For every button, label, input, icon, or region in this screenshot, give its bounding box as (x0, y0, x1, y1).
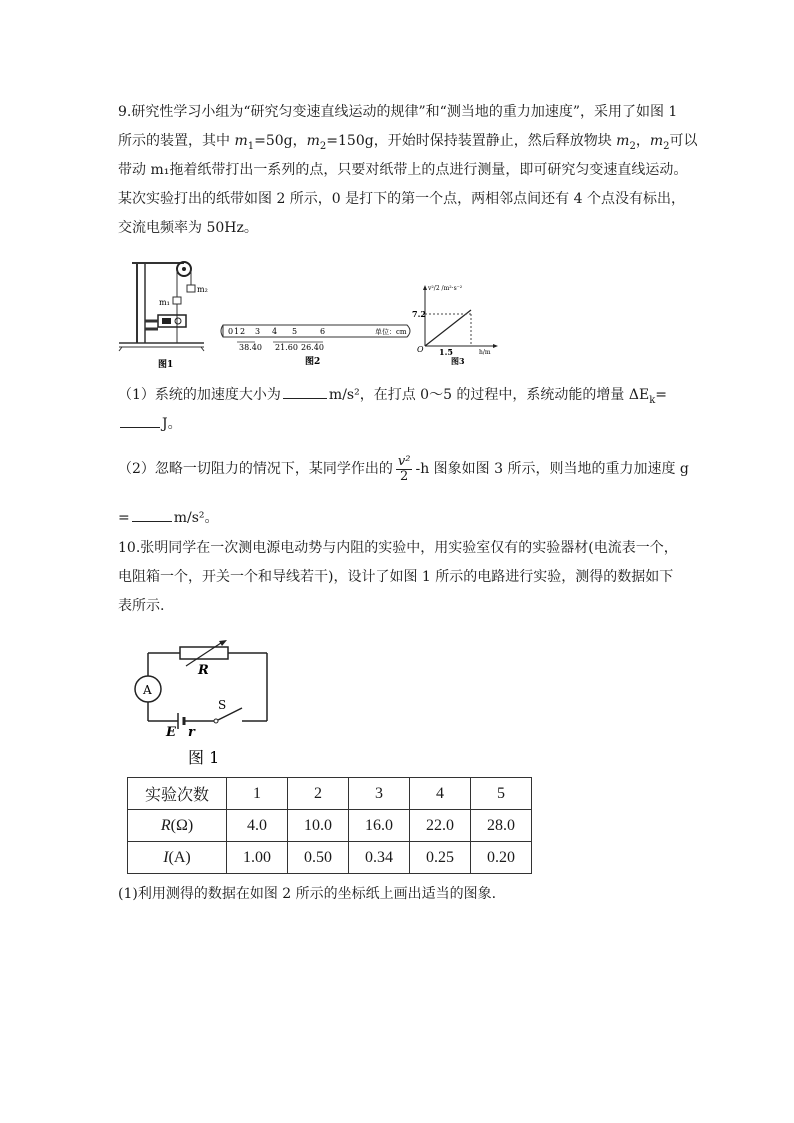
figure-3-ylabel: v²/2 /m²·s⁻² (428, 285, 463, 292)
table-cell: 0.20 (471, 842, 532, 874)
fraction-numerator: v² (397, 453, 411, 469)
figure-1-apparatus (114, 255, 214, 370)
q9-line-5: 交流电频率为 50Hz。 (118, 220, 258, 236)
q10-part-1: (1)利用测得的数据在如图 2 所示的坐标纸上画出适当的图象. (118, 886, 497, 902)
table-cell: 1.00 (227, 842, 288, 874)
table-cell: 28.0 (471, 810, 532, 842)
table-cell: 1 (227, 778, 288, 810)
table-row-label-R: R(Ω) (128, 810, 227, 842)
q9-part-1 (118, 384, 667, 411)
q9-line-2-a: 所示的装置，其中 (118, 133, 235, 149)
answer-blank-gravity[interactable] (132, 507, 172, 522)
table-row (128, 810, 532, 842)
tape-tick-3: 3 (255, 327, 261, 336)
table-cell: 22.0 (410, 810, 471, 842)
q10-line-1: 10.张明同学在一次测电源电动势与内阻的实验中，用实验室仅有的实验器材(电流表一个， (118, 540, 678, 556)
table-cell: 10.0 (288, 810, 349, 842)
figure-2-caption: 图2 (305, 357, 321, 367)
table-cell: 2 (288, 778, 349, 810)
sub-2: 2 (663, 140, 670, 152)
table-header-label: 实验次数 (128, 778, 227, 810)
fraction-denominator: 2 (400, 468, 409, 484)
table-cell: 0.25 (410, 842, 471, 874)
figure-2-tape (217, 320, 417, 368)
tape-tick-2: 2 (240, 327, 246, 336)
q9-part-2-d: m/s²。 (173, 510, 219, 526)
figure-3-x-value: 1.5 (439, 347, 453, 357)
table-cell: 5 (471, 778, 532, 810)
answer-blank-acceleration[interactable] (283, 384, 327, 399)
answer-blank-kinetic-energy[interactable] (120, 413, 160, 428)
q9-line-2-c: =150g，开始时保持装置静止，然后释放物块 (326, 133, 617, 149)
label-m2: m₂ (197, 285, 208, 294)
q9-part-1-b: m/s²，在打点 0～5 的过程中，系统动能的增量 ΔE (328, 387, 650, 403)
sub-1: 1 (247, 140, 255, 152)
figure-1-caption: 图1 (158, 360, 174, 370)
tape-unit: 单位：cm (375, 328, 407, 336)
circuit-label-r: r (188, 725, 195, 740)
q9-part-1-a: （1）系统的加速度大小为 (118, 387, 281, 403)
q9-part-1-d: J。 (162, 416, 182, 432)
tape-distance-2: 21.60 (275, 343, 298, 352)
label-m1: m₁ (159, 298, 170, 307)
tape-tick-1: 1 (234, 327, 240, 336)
data-table (127, 777, 532, 874)
tape-tick-4: 4 (272, 327, 278, 336)
table-cell: 0.50 (288, 842, 349, 874)
figure-3-graph (412, 280, 505, 368)
q9-part-2 (118, 452, 689, 486)
q9-line-3: 带动 m₁拖着纸带打出一系列的点，只要对纸带上的点进行测量，即可研究匀变速直线运动。 (118, 162, 688, 178)
circuit-label-R: R (198, 663, 209, 678)
table-cell: 3 (349, 778, 410, 810)
circuit-caption: 图 1 (188, 748, 220, 767)
figure-3-xlabel: h/m (479, 349, 491, 356)
table-header-row (128, 778, 532, 810)
q10-line-2: 电阻箱一个，开关一个和导线若干)，设计了如图 1 所示的电路进行实验，测得的数据如下 (118, 569, 674, 585)
figure-3-y-value: 7.2 (412, 309, 426, 319)
tape-tick-6: 6 (320, 327, 326, 336)
table-cell: 4 (410, 778, 471, 810)
q9-part-1-c: = (655, 387, 668, 403)
q9-part-2-c: = (118, 510, 130, 526)
q9-line-4: 某次实验打出的纸带如图 2 所示，0 是打下的第一个点，两相邻点间还有 4 个点没有标出， (118, 191, 685, 207)
circuit-diagram (130, 640, 280, 770)
q9-line-2: 所示的装置，其中 $m_1=50g$，$m_2=150g$，开始时保持装置静止，然后释放物块 $m_2$，$m_2$可以 (118, 133, 698, 152)
tape-tick-0: 0 (228, 327, 234, 336)
tape-distance-1: 38.40 (239, 343, 262, 352)
q9-part-2-b: -h 图象如图 3 所示，则当地的重力加速度 g (415, 461, 689, 477)
figure-3-origin: O (417, 345, 424, 354)
figure-3-caption: 图3 (451, 356, 465, 366)
q9-line-2-b: =50g， (254, 133, 307, 149)
q9-part-2-cont (118, 507, 219, 528)
table-row-label-I: I(A) (128, 842, 227, 874)
q9-part-1-cont (118, 413, 182, 434)
fraction-v2-over-2 (396, 455, 413, 484)
ksub: k (649, 394, 656, 406)
ammeter-label: A (143, 683, 152, 697)
q10-line-3: 表所示. (118, 598, 165, 614)
tape-tick-5: 5 (292, 327, 298, 336)
q9-part-2-a: （2）忽略一切阻力的情况下，某同学作出的 (118, 461, 393, 477)
table-cell: 16.0 (349, 810, 410, 842)
circuit-label-S: S (218, 698, 227, 712)
tape-distance-3: 26.40 (301, 343, 324, 352)
table-cell: 4.0 (227, 810, 288, 842)
q9-line-1: 9.研究性学习小组为“研究匀变速直线运动的规律”和“测当地的重力加速度”，采用了如图 1 (118, 104, 678, 120)
circuit-label-E: E (166, 725, 176, 740)
table-cell: 0.34 (349, 842, 410, 874)
table-row (128, 842, 532, 874)
q9-line-2-d: 可以 (669, 133, 698, 149)
